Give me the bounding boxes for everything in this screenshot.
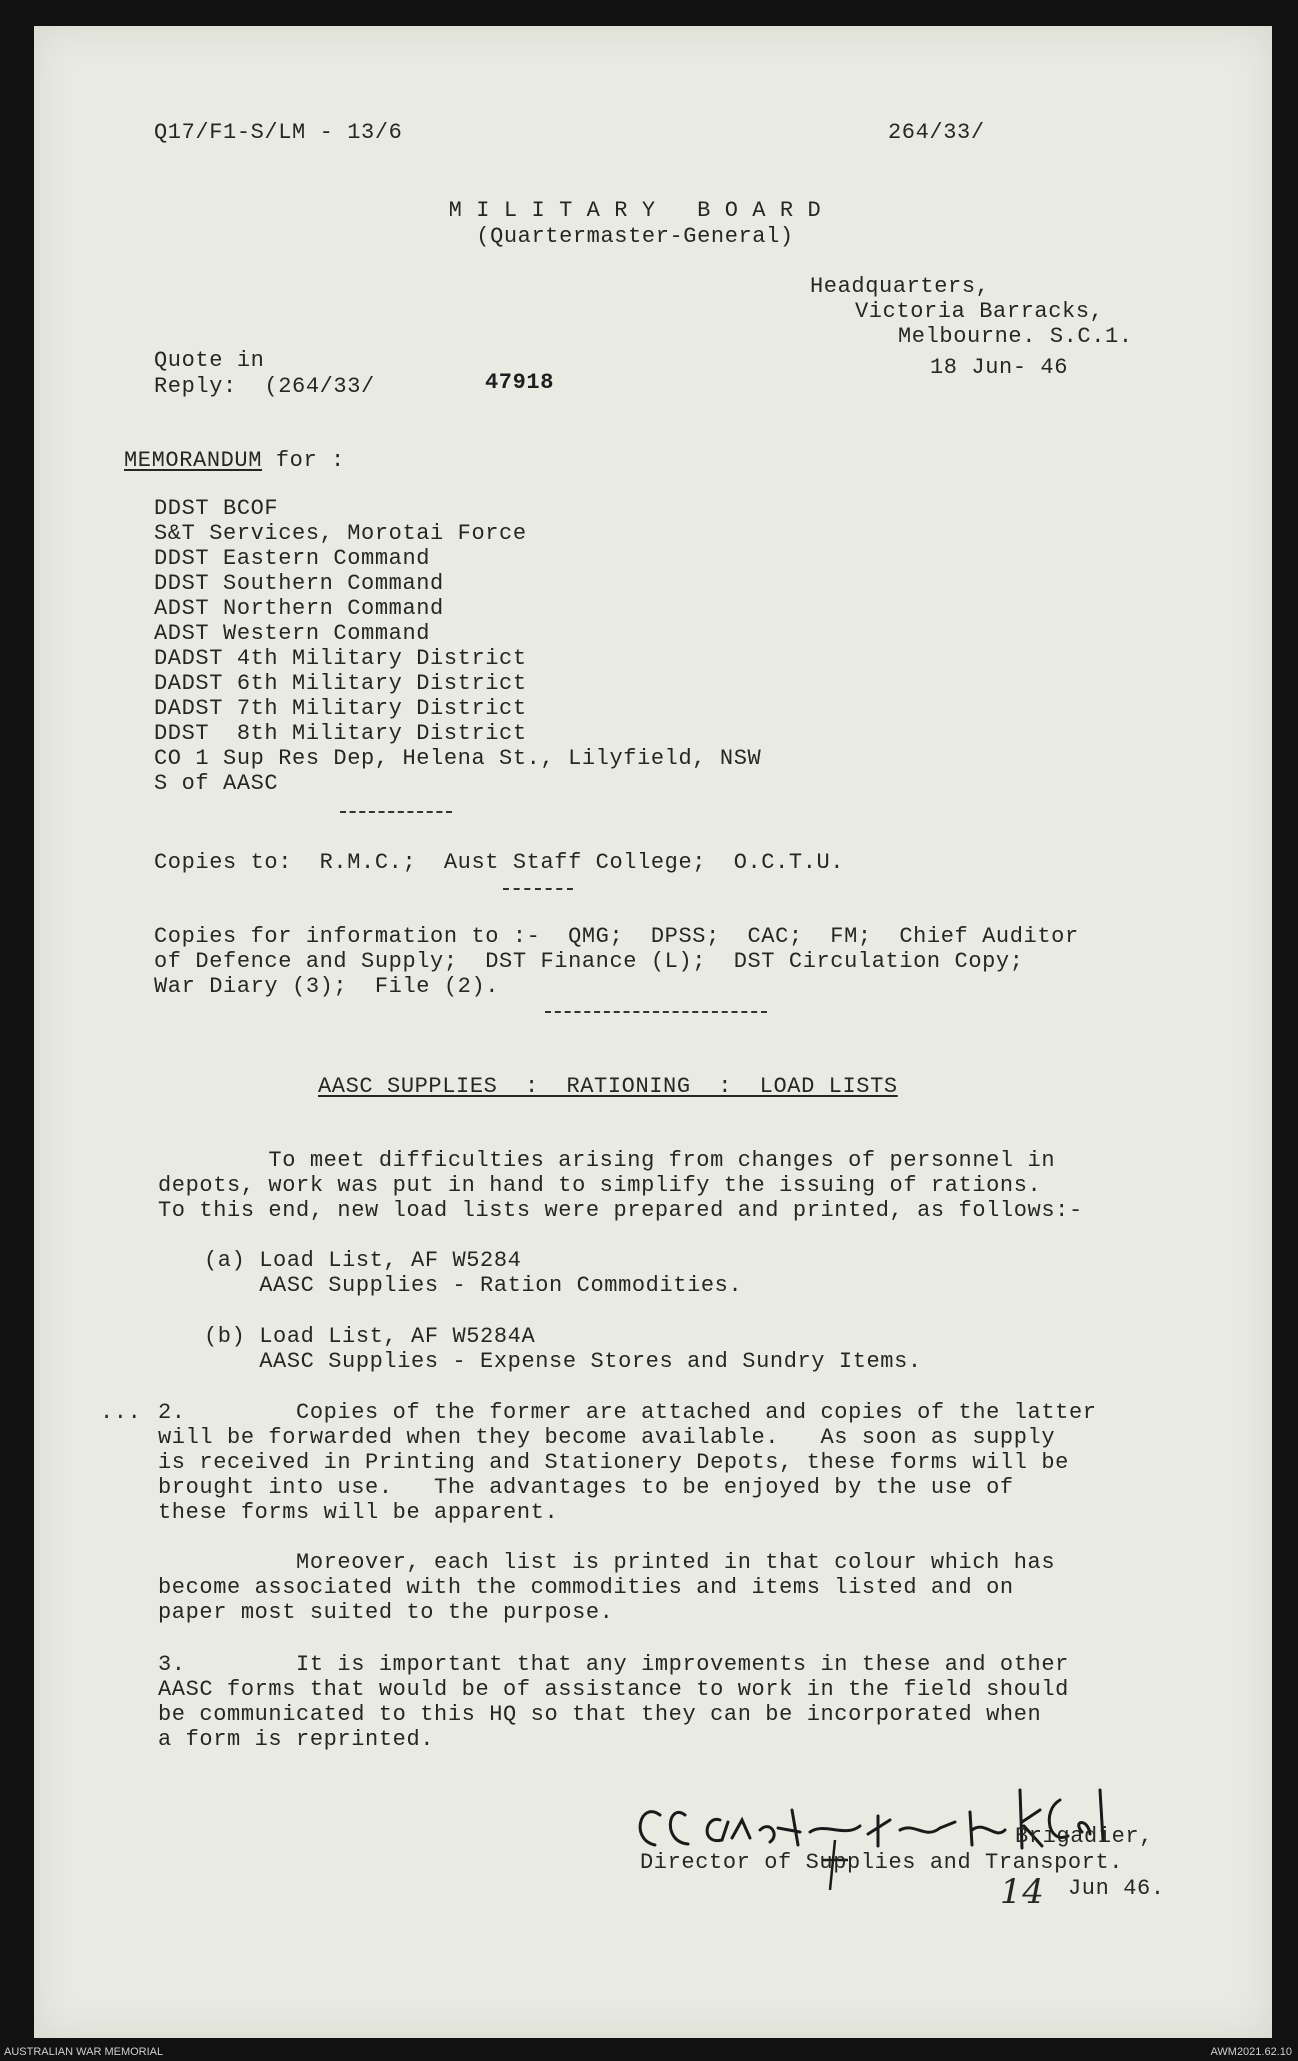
para1-line: To meet difficulties arising from changes of personnel in [158, 1148, 1056, 1173]
reply-label: Reply: (264/33/ [154, 374, 375, 399]
copies-info-line: Copies for information to :- QMG; DPSS; CAC; FM; Chief Auditor [154, 924, 1079, 949]
margin-mark: ... [100, 1400, 142, 1425]
para3-line: AASC forms that would be of assistance to work in the field should [158, 1677, 1069, 1702]
recipient-item: DDST BCOF [154, 496, 279, 521]
memo-heading [124, 448, 345, 473]
recipient-item: DADST 4th Military District [154, 646, 527, 671]
separator-rule [503, 888, 573, 890]
address-date: 18 Jun- 46 [930, 355, 1069, 380]
para2-line: is received in Printing and Stationery Depots, these forms will be [158, 1450, 1069, 1475]
separator-rule [340, 811, 452, 813]
para2-line: will be forwarded when they become available. As soon as supply [158, 1425, 1056, 1450]
item-a-line: (a) Load List, AF W5284 [204, 1248, 522, 1273]
recipient-item: CO 1 Sup Res Dep, Helena St., Lilyfield, NSW [154, 746, 762, 771]
recipient-item: ADST Northern Command [154, 596, 444, 621]
recipient-item: S of AASC [154, 771, 279, 796]
recipient-item: ADST Western Command [154, 621, 431, 646]
branch-title: (Quartermaster-General) [476, 224, 794, 249]
para2b-line: Moreover, each list is printed in that colour which has [158, 1550, 1056, 1575]
memo-title: MEMORANDUM [124, 448, 263, 473]
para2b-line: become associated with the commodities and items listed and on [158, 1575, 1014, 1600]
signatory-rank: Brigadier, [1015, 1824, 1154, 1849]
footer-right: AWM2021.62.10 [1210, 2046, 1292, 2058]
recipient-item: DDST Eastern Command [154, 546, 431, 571]
copies-info-line: War Diary (3); File (2). [154, 974, 500, 999]
para2-line: 2. Copies of the former are attached and copies of the latter [158, 1400, 1097, 1425]
recipient-item: DDST Southern Command [154, 571, 444, 596]
address-line-1: Headquarters, [810, 274, 990, 299]
document-number: 264/33/ [888, 120, 985, 145]
copies-info-line: of Defence and Supply; DST Finance (L); DST Circulation Copy; [154, 949, 1024, 974]
quote-label: Quote in [154, 348, 265, 373]
para2-line: brought into use. The advantages to be enjoyed by the use of [158, 1475, 1014, 1500]
para3-line: be communicated to this HQ so that they can be incorporated when [158, 1702, 1042, 1727]
signature-date: Jun 46. [1068, 1876, 1165, 1901]
para2-line: these forms will be apparent. [158, 1500, 559, 1525]
para1-line: To this end, new load lists were prepared and printed, as follows:- [158, 1198, 1083, 1223]
board-title: M I L I T A R Y B O A R D [448, 198, 822, 223]
item-b-line: (b) Load List, AF W5284A [204, 1324, 536, 1349]
footer-left: AUSTRALIAN WAR MEMORIAL [4, 2046, 164, 2058]
item-a-line: AASC Supplies - Ration Commodities. [204, 1273, 743, 1298]
signatory-title: Director of Supplies and Transport. [640, 1850, 1124, 1875]
address-line-3: Melbourne. S.C.1. [898, 324, 1133, 349]
address-line-2: Victoria Barracks, [855, 299, 1104, 324]
recipient-item: DADST 6th Military District [154, 671, 527, 696]
recipient-item: DADST 7th Military District [154, 696, 527, 721]
item-b-line: AASC Supplies - Expense Stores and Sundry Items. [204, 1349, 922, 1374]
para3-line: a form is reprinted. [158, 1727, 435, 1752]
recipient-item: DDST 8th Military District [154, 721, 527, 746]
memo-title-suffix: for : [262, 448, 345, 473]
file-reference: Q17/F1-S/LM - 13/6 [154, 120, 403, 145]
para2b-line: paper most suited to the purpose. [158, 1600, 614, 1625]
copies-to: Copies to: R.M.C.; Aust Staff College; O.C.T.U. [154, 850, 845, 875]
para3-line: 3. It is important that any improvements in these and other [158, 1652, 1069, 1677]
reply-stamp: 47918 [485, 370, 555, 395]
subject-heading: AASC SUPPLIES : RATIONING : LOAD LISTS [318, 1074, 898, 1099]
separator-rule [545, 1011, 767, 1013]
signature-day: 14 [1000, 1872, 1045, 1912]
recipient-item: S&T Services, Morotai Force [154, 521, 527, 546]
para1-line: depots, work was put in hand to simplify the issuing of rations. [158, 1173, 1042, 1198]
